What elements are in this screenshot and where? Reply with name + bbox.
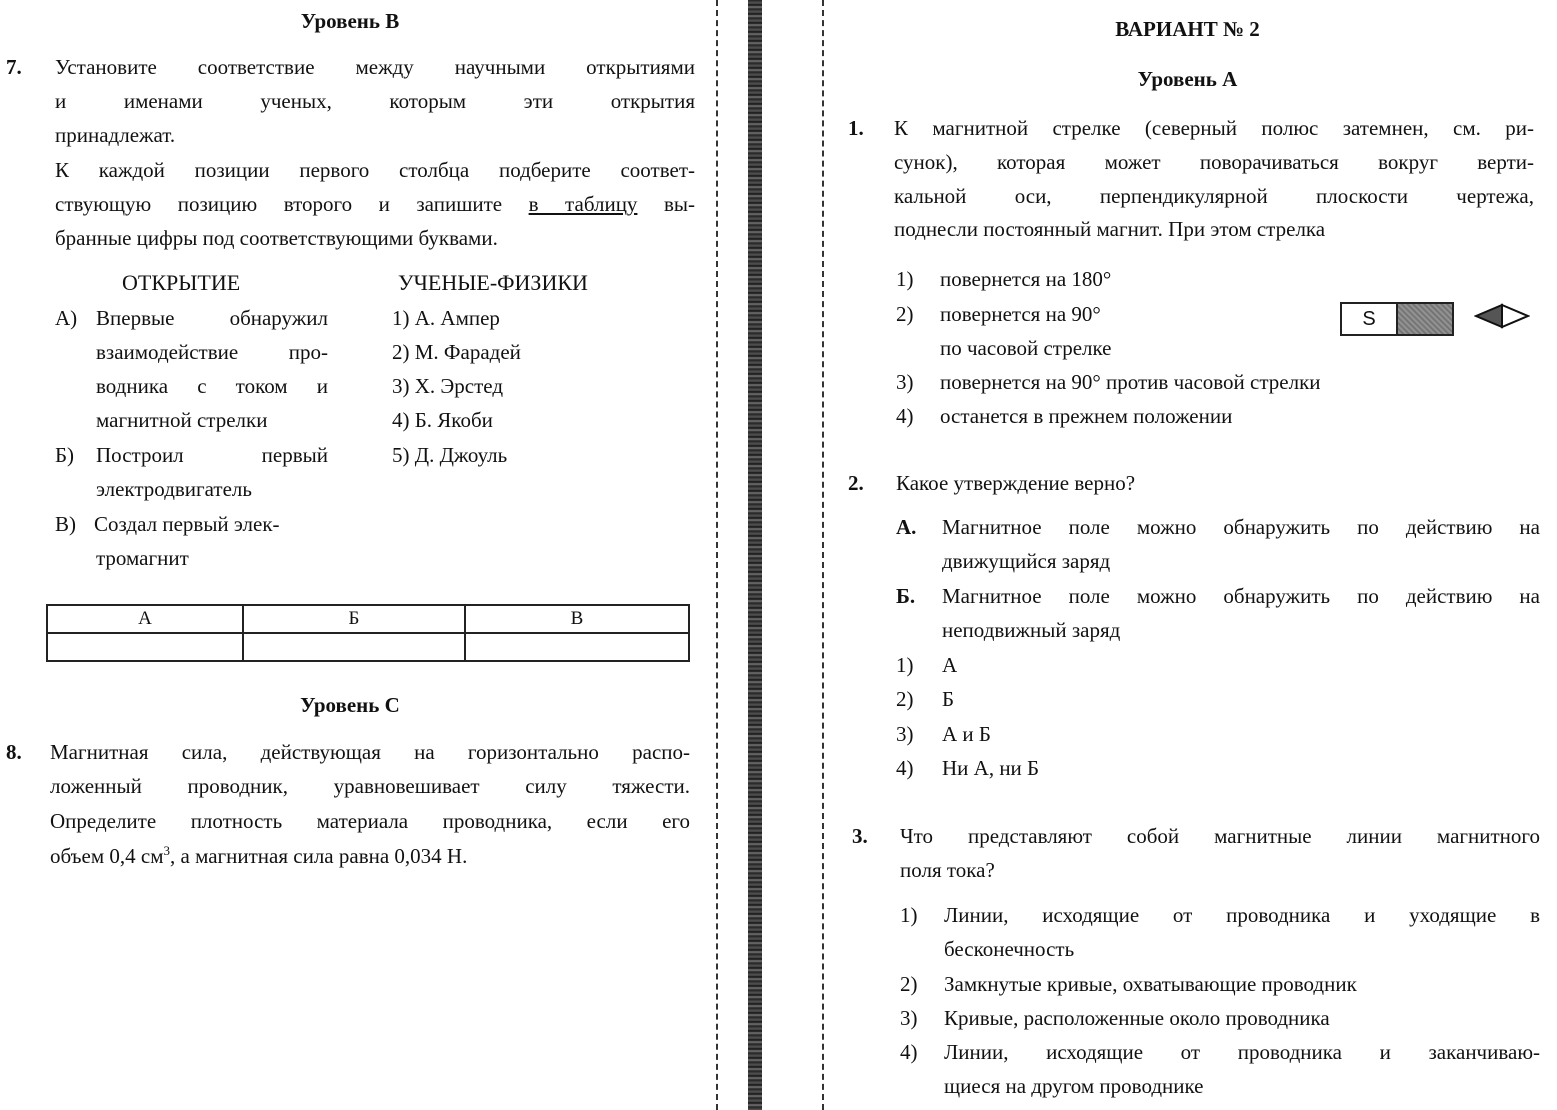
statement-label: А.: [896, 515, 917, 539]
statement-label: Б.: [896, 584, 916, 608]
question-2-text: Какое утверждение верно?: [896, 471, 1136, 495]
q8-line-part: объем 0,4 см: [50, 844, 164, 868]
answer-cell-c[interactable]: [465, 633, 689, 661]
q7-line: Установите соответствие между научными открытиями: [55, 55, 695, 79]
left-page: [0, 0, 700, 1110]
discovery-label: В): [55, 512, 76, 536]
answer-cell-b[interactable]: [243, 633, 465, 661]
magnet-north-pole: [1396, 304, 1452, 334]
option-text: по часовой стрелке: [940, 336, 1112, 360]
statement-line: движущийся заряд: [942, 549, 1111, 573]
q1-line: кальной оси, перпендикулярной плоскости чертежа,: [894, 184, 1534, 208]
scientist-item: 1) А. Ампер: [392, 306, 500, 330]
question-2-number: 2.: [848, 471, 864, 495]
cut-line-right: [822, 0, 824, 1110]
q8-line: Магнитная сила, действующая на горизонтально распо-: [50, 740, 690, 764]
option-number: 1): [900, 903, 918, 927]
option-number: 3): [896, 722, 914, 746]
right-page: [830, 0, 1545, 1110]
q7-line: бранные цифры под соответствующими буквами.: [55, 226, 498, 250]
option-number: 4): [896, 756, 914, 780]
q7-line: К каждой позиции первого столбца подберите соответ-: [55, 158, 695, 182]
q8-superscript: 3: [163, 843, 170, 858]
discovery-line: взаимодействие про-: [96, 340, 328, 364]
level-b-heading: Уровень В: [300, 9, 400, 33]
q7-line: [55, 187, 695, 221]
discovery-line: электродвигатель: [96, 477, 252, 501]
bar-magnet-figure: [1340, 302, 1454, 336]
q1-line: К магнитной стрелке (северный полюс затемнен, см. ри-: [894, 116, 1534, 140]
option-text: повернется на 90° против часовой стрелки: [940, 370, 1321, 394]
option-number: 1): [896, 653, 914, 677]
discovery-line: водника с током и: [96, 374, 328, 398]
answer-table-header: А: [47, 605, 243, 633]
q3-line: Что представляют собой магнитные линии магнитного: [900, 824, 1540, 848]
option-text: А и Б: [942, 722, 991, 746]
level-a-heading: Уровень А: [1137, 67, 1238, 91]
option-text: Линии, исходящие от проводника и уходящие в: [944, 903, 1540, 927]
cut-line-left: [716, 0, 718, 1110]
answer-cell-a[interactable]: [47, 633, 243, 661]
scientist-item: 4) Б. Якоби: [392, 408, 493, 432]
discovery-label: А): [55, 306, 78, 330]
option-number: 2): [896, 687, 914, 711]
compass-needle-icon: [1474, 303, 1530, 329]
option-text: останется в прежнем положении: [940, 404, 1233, 428]
question-3-number: 3.: [852, 824, 868, 848]
option-text: щиеся на другом проводнике: [944, 1074, 1204, 1098]
discovery-line: Построил первый: [96, 443, 328, 467]
option-text: Кривые, расположенные около проводника: [944, 1006, 1330, 1030]
option-number: 2): [896, 302, 914, 326]
scientist-item: 3) Х. Эрстед: [392, 374, 503, 398]
answer-table: [46, 604, 690, 662]
option-number: 1): [896, 267, 914, 291]
discovery-line: магнитной стрелки: [96, 408, 268, 432]
q7-line-part: вы-: [637, 192, 695, 216]
statement-line: Магнитное поле можно обнаружить по действию на: [942, 584, 1540, 608]
statement-line: Магнитное поле можно обнаружить по действию на: [942, 515, 1540, 539]
level-c-heading: Уровень С: [300, 693, 400, 717]
option-number: 3): [900, 1006, 918, 1030]
q7-underlined-phrase: в таблицу: [528, 192, 638, 216]
variant-title: ВАРИАНТ № 2: [1115, 17, 1260, 41]
option-number: 2): [900, 972, 918, 996]
option-text: повернется на 180°: [940, 267, 1112, 291]
option-text: Линии, исходящие от проводника и заканчиваю-: [944, 1040, 1540, 1064]
q1-line: сунок), которая может поворачиваться вокруг верти-: [894, 150, 1534, 174]
q7-line-part: ствующую позицию второго и запишите: [55, 192, 529, 216]
option-number: 3): [896, 370, 914, 394]
q1-line: поднесли постоянный магнит. При этом стрелка: [894, 217, 1326, 241]
scientist-item: 5) Д. Джоуль: [392, 443, 508, 467]
answer-table-header: Б: [243, 605, 465, 633]
option-text: Ни А, ни Б: [942, 756, 1040, 780]
discovery-label: Б): [55, 443, 75, 467]
answer-table-header-row: [47, 605, 689, 633]
q8-line: Определите плотность материала проводника, если его: [50, 809, 690, 833]
statement-line: неподвижный заряд: [942, 618, 1121, 642]
book-spine: [748, 0, 762, 1110]
option-number: 4): [900, 1040, 918, 1064]
q8-line-part: , а магнитная сила равна 0,034 Н.: [170, 844, 468, 868]
scientists-column-title: УЧЕНЫЕ-ФИЗИКИ: [398, 270, 588, 295]
answer-table-input-row: [47, 633, 689, 661]
question-1-number: 1.: [848, 116, 864, 140]
option-number: 4): [896, 404, 914, 428]
discovery-line: Создал первый элек-: [94, 512, 280, 536]
scientist-item: 2) М. Фарадей: [392, 340, 521, 364]
option-text: Замкнутые кривые, охватывающие проводник: [944, 972, 1357, 996]
discovery-line: Впервые обнаружил: [96, 306, 328, 330]
option-text: повернется на 90°: [940, 302, 1101, 326]
question-7-number: 7.: [6, 55, 22, 79]
q7-line: и именами ученых, которым эти открытия: [55, 89, 695, 113]
q7-line: принадлежат.: [55, 123, 176, 147]
option-text: бесконечность: [944, 937, 1075, 961]
q8-line: ложенный проводник, уравновешивает силу тяжести.: [50, 774, 690, 798]
question-8-number: 8.: [6, 740, 22, 764]
discovery-line: тромагнит: [96, 546, 189, 570]
q8-line: [50, 839, 467, 873]
option-text: А: [942, 653, 958, 677]
q3-line: поля тока?: [900, 858, 995, 882]
discoveries-column-title: ОТКРЫТИЕ: [122, 270, 241, 295]
option-text: Б: [942, 687, 955, 711]
magnet-south-pole: S: [1362, 308, 1376, 330]
answer-table-header: В: [465, 605, 689, 633]
